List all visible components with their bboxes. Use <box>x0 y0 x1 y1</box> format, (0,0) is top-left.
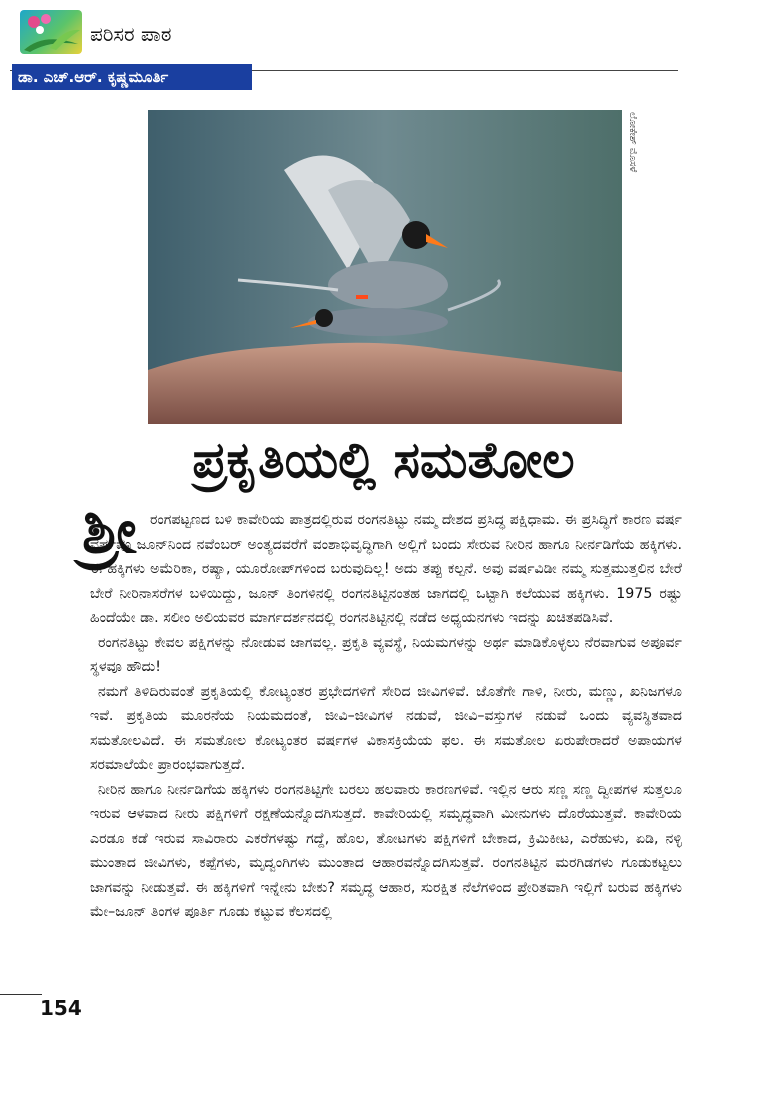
article-title: ಪ್ರಕೃತಿಯಲ್ಲಿ ಸಮತೋಲ <box>192 430 575 489</box>
paragraph: ರಂಗಪಟ್ಟಣದ ಬಳಿ ಕಾವೇರಿಯ ಪಾತ್ರದಲ್ಲಿರುವ ರಂಗನತಿಟ್ಟು ನಮ್ಮ ದೇಶದ ಪ್ರಸಿದ್ಧ ಪಕ್ಷಿಧಾಮ. ಈ ಪ್ರಸಿದ್ಧಿಗೆ ಕಾರಣ ವರ್ಷ ವರ್ಷವೂ ಜೂನ್‌ನಿಂದ ನವೆಂಬರ್ ಅಂತ್ಯದವರೆಗೆ ವಂಶಾಭಿವೃದ್ಧಿಗಾಗಿ ಅಲ್ಲಿಗೆ ಬಂದು ಸೇರುವ ನೀರಿನ ಹಾಗೂ ನೀರ್ನಡಿಗೆಯ ಹಕ್ಕಿಗಳು. ಈ ಹಕ್ಕಿಗಳು ಅಮೆರಿಕಾ, ರಷ್ಯಾ, ಯೂರೋಪ್‌ಗಳಿಂದ ಬರುವುದಿಲ್ಲ! ಅದು ತಪ್ಪು ಕಲ್ಪನೆ. ಅವು ವರ್ಷವಿಡೀ ನಮ್ಮ ಸುತ್ತಮುತ್ತಲಿನ ಬೇರೆ ಬೇರೆ ನೀರಿನಾಸರೆಗಳ ಬಳಿಯಿದ್ದು, ಜೂನ್ ತಿಂಗಳಿನಲ್ಲಿ ರಂಗನತಿಟ್ಟಿನಂತಹ ಜಾಗದಲ್ಲಿ ಒಟ್ಟಾಗಿ ಕಲೆಯುವ ಹಕ್ಕಿಗಳು. 1975 ರಷ್ಟು ಹಿಂದೆಯೇ ಡಾ. ಸಲೀಂ ಅಲಿಯವರ ಮಾರ್ಗದರ್ಶನದಲ್ಲಿ ರಂಗನತಿಟ್ಟಿನಲ್ಲಿ ನಡೆದ ಅಧ್ಯಯನಗಳು ಇದನ್ನು ಖಚಿತಪಡಿಸಿವೆ. <box>90 512 682 626</box>
paragraph: ನೀರಿನ ಹಾಗೂ ನೀರ್ನಡಿಗೆಯ ಹಕ್ಕಿಗಳು ರಂಗನತಿಟ್ಟಿಗೇ ಬರಲು ಹಲವಾರು ಕಾರಣಗಳಿವೆ. ಇಲ್ಲಿನ ಆರು ಸಣ್ಣ ಸಣ್ಣ ದ್ವೀಪಗಳ ಸುತ್ತಲೂ ಇರುವ ಆಳವಾದ ನೀರು ಪಕ್ಷಿಗಳಿಗೆ ರಕ್ಷಣೆಯನ್ನೊದಗಿಸುತ್ತದೆ. ಕಾವೇರಿಯಲ್ಲಿ ಸಮೃದ್ಧವಾಗಿ ಮೀನುಗಳು ದೊರೆಯುತ್ತವೆ. ಕಾವೇರಿಯ ಎರಡೂ ಕಡೆ ಇರುವ ಸಾವಿರಾರು ಎಕರೆಗಳಷ್ಟು ಗದ್ದೆ, ಹೊಲ, ತೋಟಗಳು ಪಕ್ಷಿಗಳಿಗೆ ಬೇಕಾದ, ಕ್ರಿಮಿಕೀಟ, ಎರೆಹುಳು, ಏಡಿ, ನಳ್ಳಿ ಮುಂತಾದ ಜೀವಿಗಳು, ಕಪ್ಪೆಗಳು, ಮೃದ್ವಂಗಿಗಳು ಮುಂತಾದ ಆಹಾರವನ್ನೊದಗಿಸುತ್ತವೆ. ರಂಗನತಿಟ್ಟಿನ ಮರಗಿಡಗಳು ಗೂಡುಕಟ್ಟಲು ಜಾಗವನ್ನು ನೀಡುತ್ತವೆ. ಈ ಹಕ್ಕಿಗಳಿಗೆ ಇನ್ನೇನು ಬೇಕು? ಸಮೃದ್ಧ ಆಹಾರ, ಸುರಕ್ಷಿತ ನೆಲೆಗಳಿಂದ ಪ್ರೇರಿತವಾಗಿ ಇಲ್ಲಿಗೆ ಬರುವ ಹಕ್ಕಿಗಳು ಮೇ–ಜೂನ್ ತಿಂಗಳ ಪೂರ್ತಿ ಗೂಡು ಕಟ್ಟುವ ಕೆಲಸದಲ್ಲಿ <box>90 781 682 920</box>
article-body <box>90 508 682 925</box>
section-logo <box>20 10 82 54</box>
photo-credit: ಲೋಕೇಶ್ ಮೊಸಳೆ <box>627 112 638 173</box>
drop-cap: ಶ್ರೀ <box>82 494 137 567</box>
flower-leaf-icon <box>20 10 82 54</box>
page-number: 154 <box>40 996 82 1020</box>
section-title: ಪರಿಸರ ಪಾಠ <box>90 22 172 46</box>
author-name: ಡಾ. ಎಚ್.ಆರ್. ಕೃಷ್ಣಮೂರ್ತಿ <box>12 64 252 90</box>
paragraph: ರಂಗನತಿಟ್ಟು ಕೇವಲ ಪಕ್ಷಿಗಳನ್ನು ನೋಡುವ ಜಾಗವಲ್ಲ. ಪ್ರಕೃತಿ ವ್ಯವಸ್ಥೆ, ನಿಯಮಗಳನ್ನು ಅರ್ಥ ಮಾಡಿಕೊಳ್ಳಲು ನೆರವಾಗುವ ಅಪೂರ್ವ ಸ್ಥಳವೂ ಹೌದು! <box>90 634 682 675</box>
bird-photo <box>148 110 622 424</box>
footer-rule <box>0 994 42 995</box>
paragraph: ನಮಗೆ ತಿಳಿದಿರುವಂತೆ ಪ್ರಕೃತಿಯಲ್ಲಿ ಕೋಟ್ಯಂತರ ಪ್ರಭೇದಗಳಿಗೆ ಸೇರಿದ ಜೀವಿಗಳಿವೆ. ಜೊತೆಗೇ ಗಾಳಿ, ನೀರು, ಮಣ್ಣು, ಖನಿಜಗಳೂ ಇವೆ. ಪ್ರಕೃತಿಯ ಮೂರನೆಯ ನಿಯಮದಂತೆ, ಜೀವಿ–ಜೀವಿಗಳ ನಡುವೆ, ಜೀವಿ–ವಸ್ತುಗಳ ನಡುವೆ ಒಂದು ವ್ಯವಸ್ಥಿತವಾದ ಸಮತೋಲವಿದೆ. ಈ ಸಮತೋಲ ಕೋಟ್ಯಂತರ ವರ್ಷಗಳ ವಿಕಾಸಕ್ರಿಯೆಯ ಫಲ. ಈ ಸಮತೋಲ ಏರುಪೇರಾದರೆ ಅಪಾಯಗಳ ಸರಮಾಲೆಯೇ ಪ್ರಾರಂಭವಾಗುತ್ತದೆ. <box>90 683 682 773</box>
